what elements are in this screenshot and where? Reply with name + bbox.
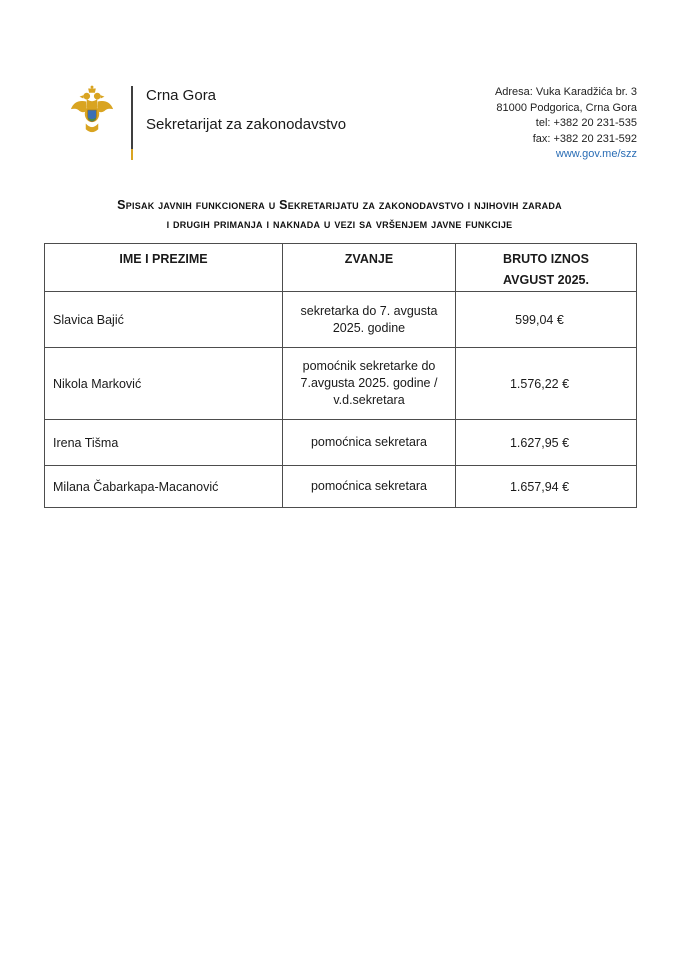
col-header-role: ZVANJE [283,244,456,292]
website-link[interactable]: www.gov.me/szz [555,148,637,161]
person-name: Nikola Marković [45,348,283,420]
document-title-line2: i drugih primanja i naknada u vezi sa vršenjem javne funkcije [166,217,513,231]
person-name: Irena Tišma [45,420,283,466]
document-title [40,196,639,234]
org-block [146,84,346,134]
address-line: Adresa: Vuka Karadžića br. 3 [494,86,637,98]
address-line: 81000 Podgorica, Crna Gora [496,101,637,114]
person-role: pomoćnica sekretara [283,420,456,466]
header-divider [131,86,133,160]
document-title-line1: Spisak javnih funkcionera u Sekretarijatu za zakonodavstvo i njihovih zarada [117,198,562,212]
col-header-name: IME I PREZIME [45,244,283,292]
gross-amount: 1.657,94 € [456,466,637,508]
person-role: pomoćnica sekretara [283,466,456,508]
table-row [45,466,637,508]
person-role: sekretarka do 7. avgusta 2025. godine [283,292,456,348]
salary-table [44,243,637,508]
letterhead [68,84,637,163]
montenegro-coat-of-arms-icon [68,84,116,140]
address-line: tel: +382 20 231-535 [535,117,637,130]
table-row [45,420,637,466]
gross-amount: 1.627,95 € [456,420,637,466]
col-header-amount-line1: BRUTO IZNOS [503,252,589,266]
org-name: Sekretarijat za zakonodavstvo [146,116,347,133]
table-row [45,292,637,348]
org-country-name: Crna Gora [146,87,217,104]
gross-amount: 1.576,22 € [456,348,637,420]
address-block [495,84,637,163]
gross-amount: 599,04 € [456,292,637,348]
person-name: Slavica Bajić [45,292,283,348]
person-role: pomoćnik sekretarke do 7.avgusta 2025. godine / v.d.sekretara [283,348,456,420]
table-header-row [45,244,637,292]
table-row [45,348,637,420]
col-header-amount-line2: AVGUST 2025. [503,273,589,287]
address-line: fax: +382 20 231-592 [532,132,637,145]
col-header-amount [456,244,637,292]
person-name: Milana Čabarkapa-Macanović [45,466,283,508]
